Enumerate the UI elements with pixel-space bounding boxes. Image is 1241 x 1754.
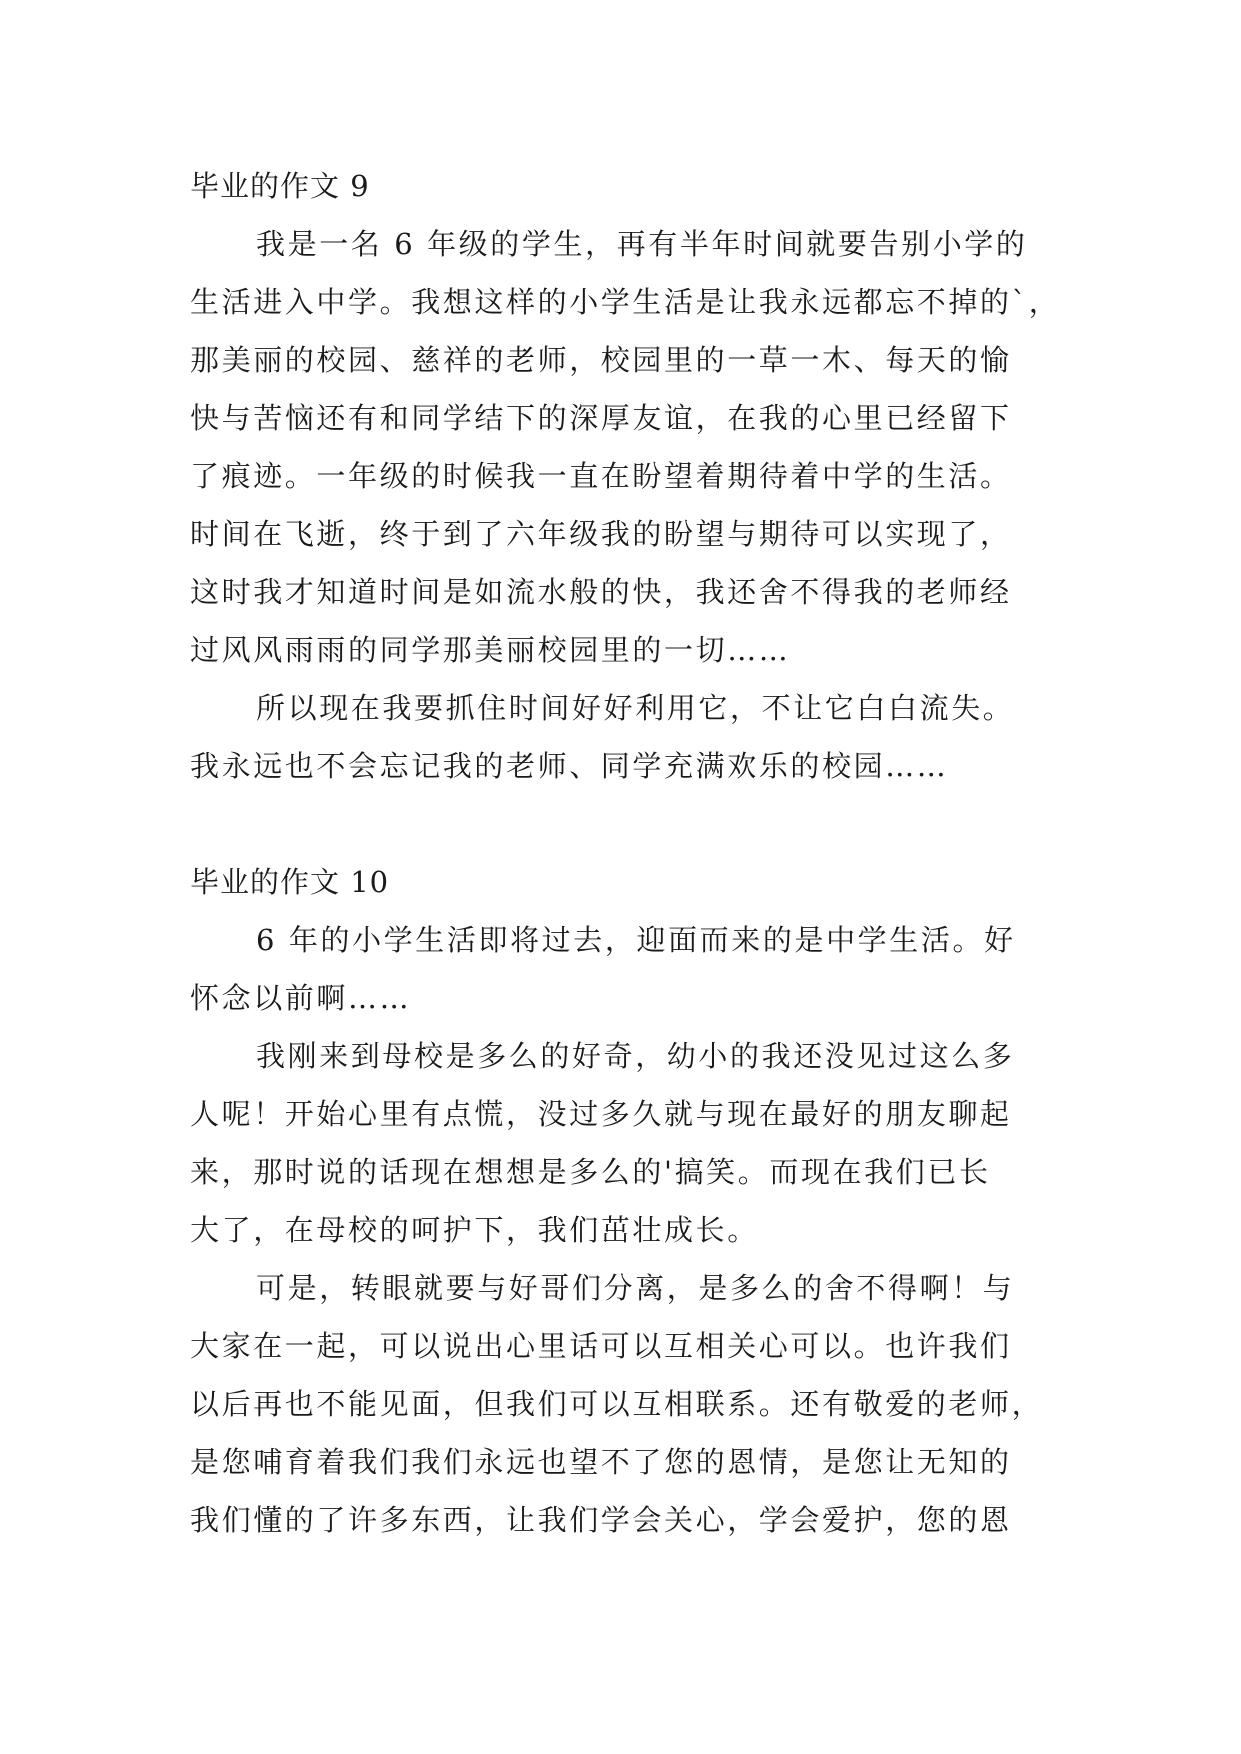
paragraph-line: 怀念以前啊…… [190,981,412,1015]
paragraph-line: 快与苦恼还有和同学结下的深厚友谊，在我的心里已经留下 [190,401,1012,435]
paragraph-line: 生活进入中学。我想这样的小学生活是让我永远都忘不掉的`， [190,285,1061,319]
paragraph-line: 可是，转眼就要与好哥们分离，是多么的舍不得啊！与 [256,1271,1015,1305]
paragraph-line: 我刚来到母校是多么的好奇，幼小的我还没见过这么多 [256,1039,1015,1073]
paragraph-line: 过风风雨雨的同学那美丽校园里的一切…… [190,633,791,667]
section-title: 毕业的作文 10 [190,865,390,899]
paragraph-line: 我永远也不会忘记我的老师、同学充满欢乐的校园…… [190,749,949,783]
paragraph-line: 来，那时说的话现在想想是多么的'搞笑。而现在我们已长 [190,1155,991,1189]
paragraph-line: 时间在飞逝，终于到了六年级我的盼望与期待可以实现了， [190,517,1012,551]
section-title: 毕业的作文 9 [190,169,370,203]
paragraph-line: 那美丽的校园、慈祥的老师，校园里的一草一木、每天的愉 [190,343,1012,377]
paragraph-line: 人呢！开始心里有点慌，没过多久就与现在最好的朋友聊起 [190,1097,1012,1131]
paragraph-line: 6 年的小学生活即将过去，迎面而来的是中学生活。好 [256,923,1016,957]
paragraph-line: 了痕迹。一年级的时候我一直在盼望着期待着中学的生活。 [190,459,1012,493]
paragraph-line: 大了，在母校的呵护下，我们茁壮成长。 [190,1213,759,1247]
paragraph-line: 大家在一起，可以说出心里话可以互相关心可以。也许我们 [190,1329,1012,1363]
paragraph-line: 是您哺育着我们我们永远也望不了您的恩情，是您让无知的 [190,1445,1012,1479]
paragraph-line: 以后再也不能见面，但我们可以互相联系。还有敬爱的老师， [190,1387,1044,1421]
paragraph-line: 我们懂的了许多东西，让我们学会关心，学会爱护，您的恩 [190,1503,1012,1537]
paragraph-line: 我是一名 6 年级的学生，再有半年时间就要告别小学的 [256,227,1028,261]
paragraph-line: 所以现在我要抓住时间好好利用它，不让它白白流失。 [256,691,1015,725]
paragraph-line: 这时我才知道时间是如流水般的快，我还舍不得我的老师经 [190,575,1012,609]
